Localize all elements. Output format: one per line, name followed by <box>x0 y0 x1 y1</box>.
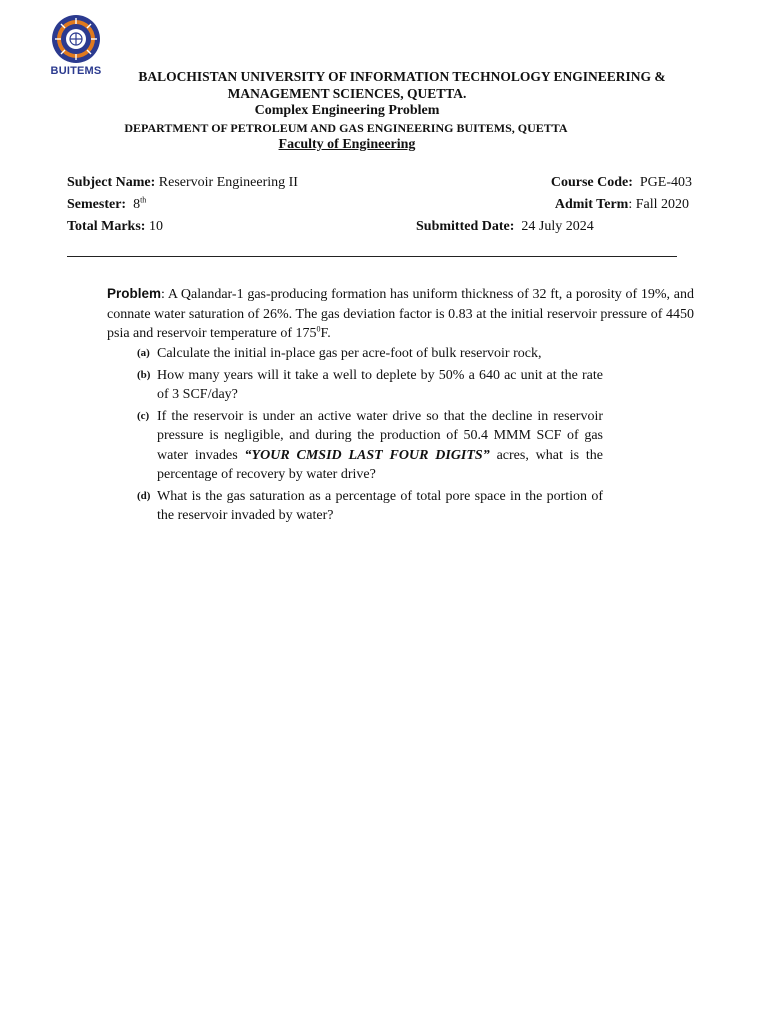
course-code-field <box>551 175 692 191</box>
submitted-date-label: Submitted Date: <box>416 219 515 234</box>
question-marker: (d) <box>137 489 151 502</box>
temperature-unit: F. <box>320 326 331 341</box>
problem-statement <box>107 284 694 344</box>
semester-field <box>67 197 146 213</box>
course-code-value: PGE-403 <box>639 175 692 190</box>
question-b <box>137 366 603 405</box>
question-marker: (c) <box>137 409 150 422</box>
university-name-line2: MANAGEMENT SCIENCES, QUETTA. <box>227 86 467 101</box>
total-marks-value: 10 <box>148 219 163 234</box>
submitted-date-value: 24 July 2024 <box>521 219 594 234</box>
question-marker: (a) <box>137 347 150 359</box>
problem-label: Problem <box>107 286 162 301</box>
question-text: What is the gas saturation as a percentage of total pore space in the portion of the reservoir invaded by water? <box>157 488 603 523</box>
question-emphasis: “YOUR CMSID LAST FOUR DIGITS” <box>244 447 490 463</box>
total-marks-label: Total Marks: <box>67 219 146 234</box>
faculty-name: Faculty of Engineering <box>278 137 416 152</box>
admit-term-label: Admit Term <box>554 197 629 212</box>
question-list <box>137 344 603 528</box>
subject-name-label: Subject Name: <box>67 175 156 190</box>
university-name-line1: BALOCHISTAN UNIVERSITY OF INFORMATION TECHNOLOGY ENGINEERING & <box>138 69 666 84</box>
total-marks-field <box>67 219 163 235</box>
question-text-before: If the reservoir is under an active water drive so that the decline in reservoir pressure is negligible, and during the production of 50.4 MMM SCF of gas water invades <box>157 408 603 463</box>
document-title: Complex Engineering Problem <box>254 103 440 118</box>
question-text-after: acres, what is the percentage of recovery by water drive? <box>157 447 603 482</box>
question-text: Calculate the initial in-place gas per acre-foot of bulk reservoir rock, <box>157 346 542 361</box>
temperature-degree: 0 <box>316 324 321 334</box>
subject-name-value: Reservoir Engineering II <box>158 175 298 190</box>
submitted-date-field <box>416 219 594 235</box>
question-marker: (b) <box>137 368 151 381</box>
problem-text: : A Qalandar-1 gas-producing formation has uniform thickness of 32 ft, a porosity of 19%, and connate water saturation of 26%. The gas deviation factor is 0.83 at the initial reservoir pressure of 4450 psia and reservoir temperature of 175 <box>107 287 694 341</box>
admit-term-field <box>555 197 689 213</box>
course-code-label: Course Code: <box>550 175 633 190</box>
department-name: DEPARTMENT OF PETROLEUM AND GAS ENGINEERING BUITEMS, QUETTA <box>124 121 568 135</box>
question-text <box>157 407 603 485</box>
question-d <box>137 487 603 526</box>
university-seal-icon <box>46 12 106 68</box>
semester-suffix: th <box>140 195 147 205</box>
subject-name-field <box>67 175 298 191</box>
semester-value: 8 <box>133 197 141 212</box>
question-a <box>137 344 603 364</box>
semester-label: Semester: <box>67 197 127 212</box>
header-divider <box>67 256 677 257</box>
question-text: How many years will it take a well to deplete by 50% a 640 ac unit at the rate of 3 SCF/day? <box>157 367 603 402</box>
logo-wordmark: BUITEMS <box>50 65 102 77</box>
question-c <box>137 407 603 485</box>
admit-term-value: : Fall 2020 <box>628 197 689 212</box>
